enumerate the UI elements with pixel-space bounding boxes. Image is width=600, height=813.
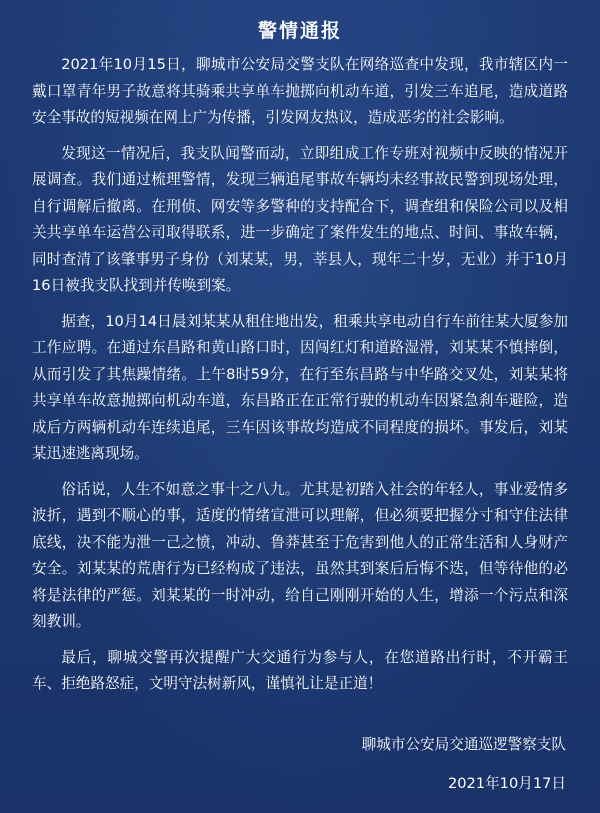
- paragraph-reminder: 最后，聊城交警再次提醒广大交通行为参与人，在您道路出行时，不开霸王车、拒绝路怒症，文明守法树新风，谨慎礼让是正道！: [32, 648, 568, 692]
- notice-title: 警情通报: [257, 20, 342, 42]
- paragraph-investigation: 发现这一情况后，我支队闻警而动，立即组成工作专班对视频中反映的情况开展调查。我们通过梳理警情，发现三辆追尾事故车辆均未经事故民警到现场处理，自行调解后撤离。在刑侦、网安等多警种的支持配合下，调查组和保险公司以及相关共享单车运营公司取得联系，进一步确定了案件发生的地点、时间、事故车辆，同时查清了该肇事男子身份（刘某某，男，莘县人，现年二十岁，无业）并于10月16日被我支队找到并传唤到案。: [32, 144, 568, 294]
- issuing-authority: 聊城市公安局交通巡逻警察支队: [361, 736, 566, 753]
- paragraph-findings: 据查，10月14日晨刘某某从租住地出发，租乘共享电动自行车前往某大厦参加工作应聘。在通过东昌路和黄山路口时，因闯红灯和道路湿滑，刘某某不慎摔倒，从而引发了其焦躁情绪。上午8时59分，在行至东昌路与中华路交叉处，刘某某将共享单车故意抛掷向机动车道，东昌路正在正常行驶的机动车因紧急刹车避险，造成后方两辆机动车连续追尾，三车因该事故均造成不同程度的损坏。事发后，刘某某迅速逃离现场。: [32, 312, 568, 462]
- paragraph-commentary: 俗话说，人生不如意之事十之八九。尤其是初踏入社会的年轻人，事业爱情多波折，遇到不顺心的事，适度的情绪宣泄可以理解，但必须要把握分寸和守住法律底线，决不能为泄一己之愤，冲动、鲁莽甚至于危害到他人的正常生活和人身财产安全。刘某某的荒唐行为已经构成了违法，虽然其到案后后悔不迭，但等待他的必将是法律的严惩。刘某某的一时冲动，给自己刚刚开始的人生，增添一个污点和深刻教训。: [32, 480, 568, 630]
- issue-date: 2021年10月17日: [447, 775, 566, 792]
- paragraph-incident-found: 2021年10月15日，聊城市公安局交警支队在网络巡查中发现，我市辖区内一戴口罩青年男子故意将其骑乘共享单车抛掷向机动车道，引发三车追尾，造成道路安全事故的短视频在网上广为传播，引发网友热议，造成恶劣的社会影响。: [32, 56, 568, 126]
